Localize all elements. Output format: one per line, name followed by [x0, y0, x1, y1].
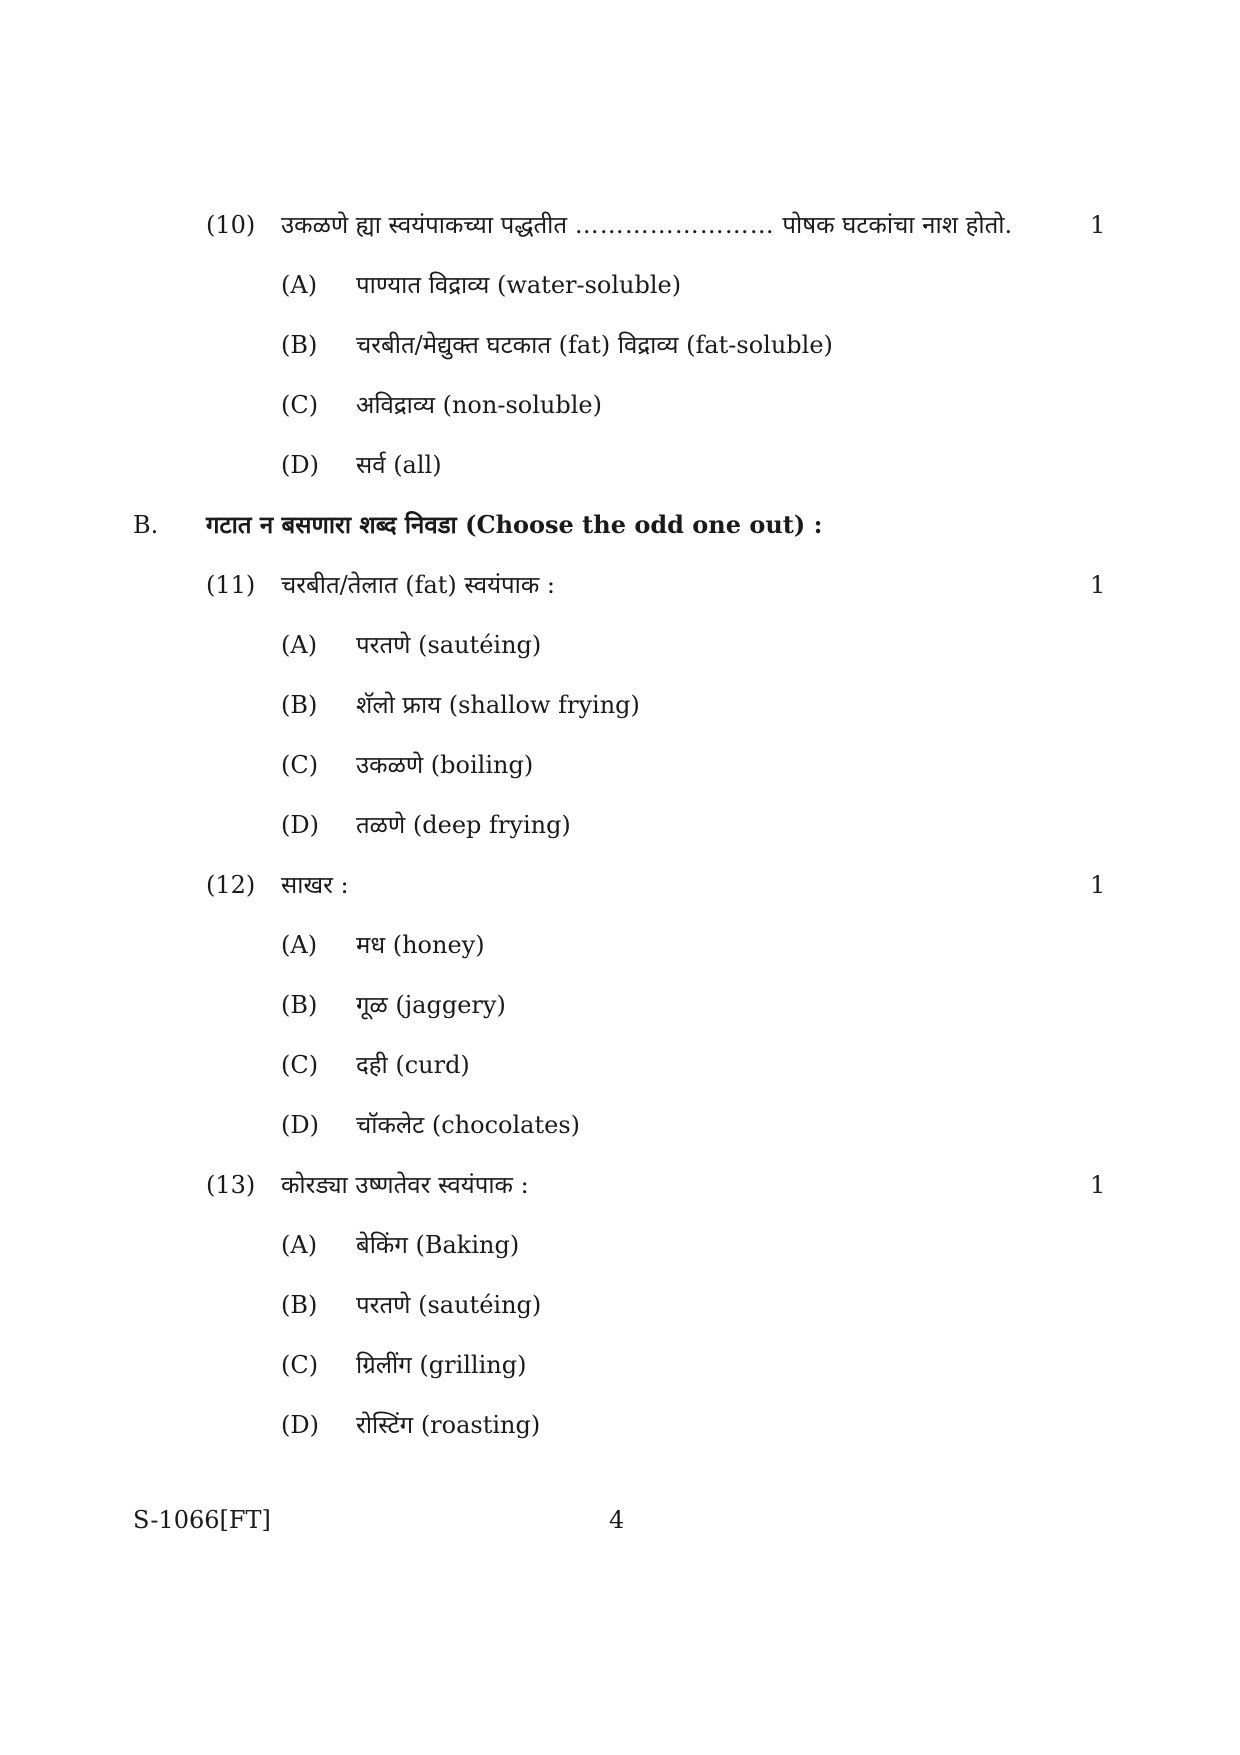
- option-text: शॅलो फ्राय (shallow frying): [356, 691, 640, 719]
- option-text: मध (honey): [356, 931, 485, 959]
- option-label: (C): [281, 1051, 319, 1079]
- option-text: गूळ (jaggery): [356, 991, 506, 1019]
- option-text: रोस्टिंग (roasting): [356, 1411, 541, 1439]
- option-text: तळणे (deep frying): [356, 811, 571, 839]
- option-label: (A): [281, 931, 318, 959]
- option-label: (C): [281, 751, 319, 779]
- question-marks: 1: [1090, 211, 1106, 239]
- question-number: (13): [206, 1171, 256, 1199]
- question-number: (11): [206, 571, 256, 599]
- option-label: (D): [281, 811, 319, 839]
- question-number: (12): [206, 871, 256, 899]
- option-text: परतणे (sautéing): [356, 631, 542, 659]
- option-label: (D): [281, 1411, 319, 1439]
- paper-code: S-1066[FT]: [133, 1506, 271, 1534]
- question-text-after: पोषक घटकांचा नाश होतो.: [782, 211, 1013, 239]
- page-number: 4: [609, 1506, 625, 1534]
- option-text: उकळणे (boiling): [356, 751, 534, 779]
- option-text: सर्व (all): [356, 451, 442, 479]
- option-text: अविद्राव्य (non-soluble): [356, 391, 602, 419]
- option-text: पाण्यात विद्राव्य (water-soluble): [356, 271, 682, 299]
- option-label: (B): [281, 691, 318, 719]
- option-label: (C): [281, 391, 319, 419]
- option-text: बेकिंग (Baking): [356, 1231, 520, 1259]
- option-text: ग्रिलींग (grilling): [356, 1351, 527, 1379]
- option-text: दही (curd): [356, 1051, 470, 1079]
- question-text: कोरड्या उष्णतेवर स्वयंपाक :: [281, 1171, 529, 1199]
- section-label: B.: [133, 511, 159, 539]
- question-text: चरबीत/तेलात (fat) स्वयंपाक :: [281, 571, 556, 599]
- option-label: (B): [281, 331, 318, 359]
- blank-dots: ……………………: [574, 211, 775, 239]
- question-text: साखर :: [281, 871, 349, 899]
- option-label: (A): [281, 1231, 318, 1259]
- question-number: (10): [206, 211, 256, 239]
- option-label: (D): [281, 451, 319, 479]
- option-text: चॉकलेट (chocolates): [356, 1111, 580, 1139]
- question-text-before: उकळणे ह्या स्वयंपाकच्या पद्धतीत: [281, 211, 568, 239]
- question-text: [281, 210, 1012, 240]
- question-marks: 1: [1090, 571, 1106, 599]
- section-title: गटात न बसणारा शब्द निवडा (Choose the odd one out) :: [206, 510, 823, 539]
- option-label: (A): [281, 271, 318, 299]
- option-label: (D): [281, 1111, 319, 1139]
- option-text: परतणे (sautéing): [356, 1291, 542, 1319]
- option-label: (B): [281, 1291, 318, 1319]
- option-label: (B): [281, 991, 318, 1019]
- question-marks: 1: [1090, 1171, 1106, 1199]
- option-label: (A): [281, 631, 318, 659]
- option-label: (C): [281, 1351, 319, 1379]
- question-marks: 1: [1090, 871, 1106, 899]
- option-text: चरबीत/मेद्युक्त घटकात (fat) विद्राव्य (fat-soluble): [356, 331, 833, 359]
